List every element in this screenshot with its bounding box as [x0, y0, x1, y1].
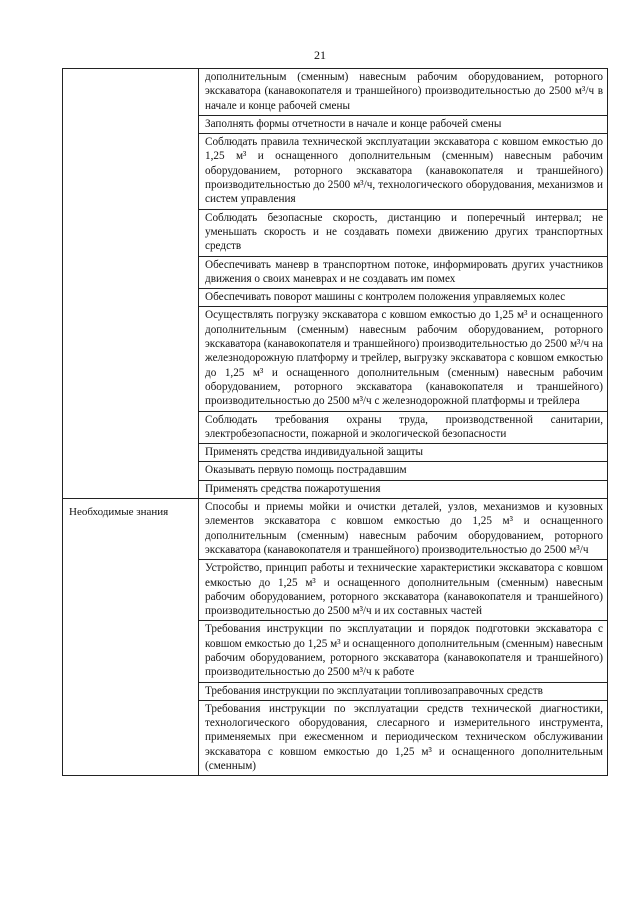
list-item: Применять средства индивидуальной защиты — [199, 444, 607, 462]
list-item: Применять средства пожаротушения — [205, 482, 381, 495]
list-item: Соблюдать безопасные скорость, дистанцию и поперечный интервал; не уменьшать скорость и не создавать помехи движению других транспортных средств — [199, 210, 607, 257]
page-number: 21 — [314, 48, 326, 62]
requirements-table — [62, 68, 608, 776]
table-row-knowledge — [63, 499, 608, 776]
list-item: Осуществлять погрузку экскаватора с ковшом емкостью до 1,25 м³ и оснащенного дополнительным (сменным) навесным рабочим оборудованием, роторного экскаватора (канавокопателя и траншейного) производительностью до 2500 м³/ч на железнодорожную платформу и трейлер, выгрузку экскаватора с ковшом емкостью до 1,25 м³ и оснащенного дополнительным (сменным) навесным рабочим оборудованием, роторного экскаватора (канавокопателя и траншейного) производительностью до 2500 м³/ч с железнодорожной платформы и трейлера — [199, 307, 607, 411]
skills-list — [199, 69, 608, 499]
list-item: Обеспечивать поворот машины с контролем положения управляемых колес — [199, 289, 607, 307]
knowledge-list — [199, 499, 608, 776]
list-item: Требования инструкции по эксплуатации и порядок подготовки экскаватора с ковшом емкостью до 1,25 м³ и оснащенного дополнительным (сменным) навесным рабочим оборудованием, роторного экскаватора (канавокопателя и траншейного) производительностью до 2500 м³/ч к работе — [199, 621, 607, 682]
list-item: Оказывать первую помощь пострадавшим — [199, 462, 607, 480]
row-label-skills — [63, 69, 199, 499]
list-item: Устройство, принцип работы и технические характеристики экскаватора с ковшом емкостью до 1,25 м³ и оснащенного дополнительным (сменным) навесным рабочим оборудованием, роторного экскаватора (канавокопателя и траншейного) производительностью до 2500 м³/ч и их составных частей — [199, 560, 607, 621]
list-item: Способы и приемы мойки и очистки деталей, узлов, механизмов и кузовных элементов экскаватора с ковшом емкостью до 1,25 м³ и оснащенного дополнительным (сменным) навесным рабочим оборудованием, роторного экскаватора (канавокопателя и траншейного) производительностью до 2500 м³/ч — [199, 499, 607, 560]
row-label-knowledge: Необходимые знания — [63, 499, 199, 776]
table-row-skills — [63, 69, 608, 499]
list-item: Требования инструкции по эксплуатации средств технической диагностики, технологического оборудования, слесарного и измерительного инструмента, применяемых при ежесменном и периодическом техническом обслуживании экскаватора с ковшом емкостью до 1,25 м³ и оснащенного дополнительным (сменным) — [205, 702, 603, 773]
list-item: дополнительным (сменным) навесным рабочим оборудованием, роторного экскаватора (канавокопателя и траншейного) производительностью до 2500 м³/ч в начале и конце рабочей смены — [199, 69, 607, 116]
list-item: Соблюдать правила технической эксплуатации экскаватора с ковшом емкостью до 1,25 м³ и оснащенного дополнительным (сменным) навесным рабочим оборудованием, роторного экскаватора (канавокопателя и траншейного) производительностью до 2500 м³/ч, технологического оборудования, механизмов и систем управления — [199, 134, 607, 209]
list-item: Заполнять формы отчетности в начале и конце рабочей смены — [199, 116, 607, 134]
list-item: Соблюдать требования охраны труда, производственной санитарии, электробезопасности, пожарной и экологической безопасности — [199, 412, 607, 445]
list-item: Обеспечивать маневр в транспортном потоке, информировать других участников движения о своих маневрах и не создавать им помех — [199, 257, 607, 290]
list-item: Требования инструкции по эксплуатации топливозаправочных средств — [199, 683, 607, 701]
